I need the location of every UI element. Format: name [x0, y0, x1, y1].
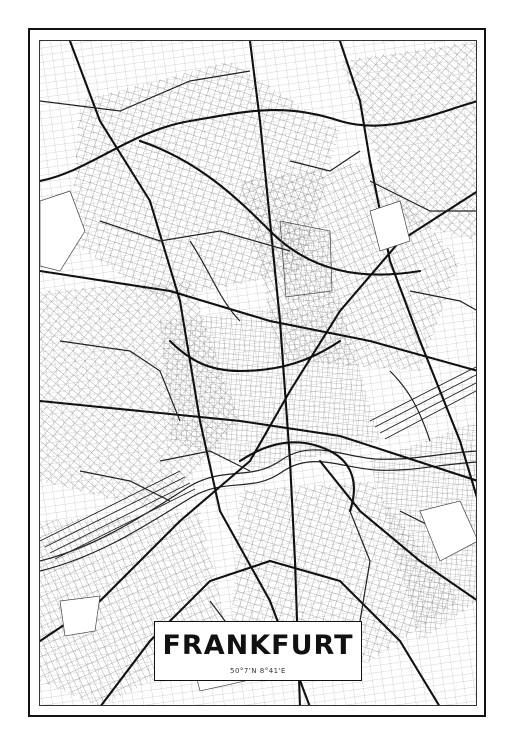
city-street-map [39, 40, 477, 706]
title-box [154, 621, 362, 681]
city-name: FRANKFURT [162, 630, 354, 661]
coordinates-label: 50°7'N 8°41'E [230, 667, 286, 675]
street-grid [40, 41, 477, 706]
